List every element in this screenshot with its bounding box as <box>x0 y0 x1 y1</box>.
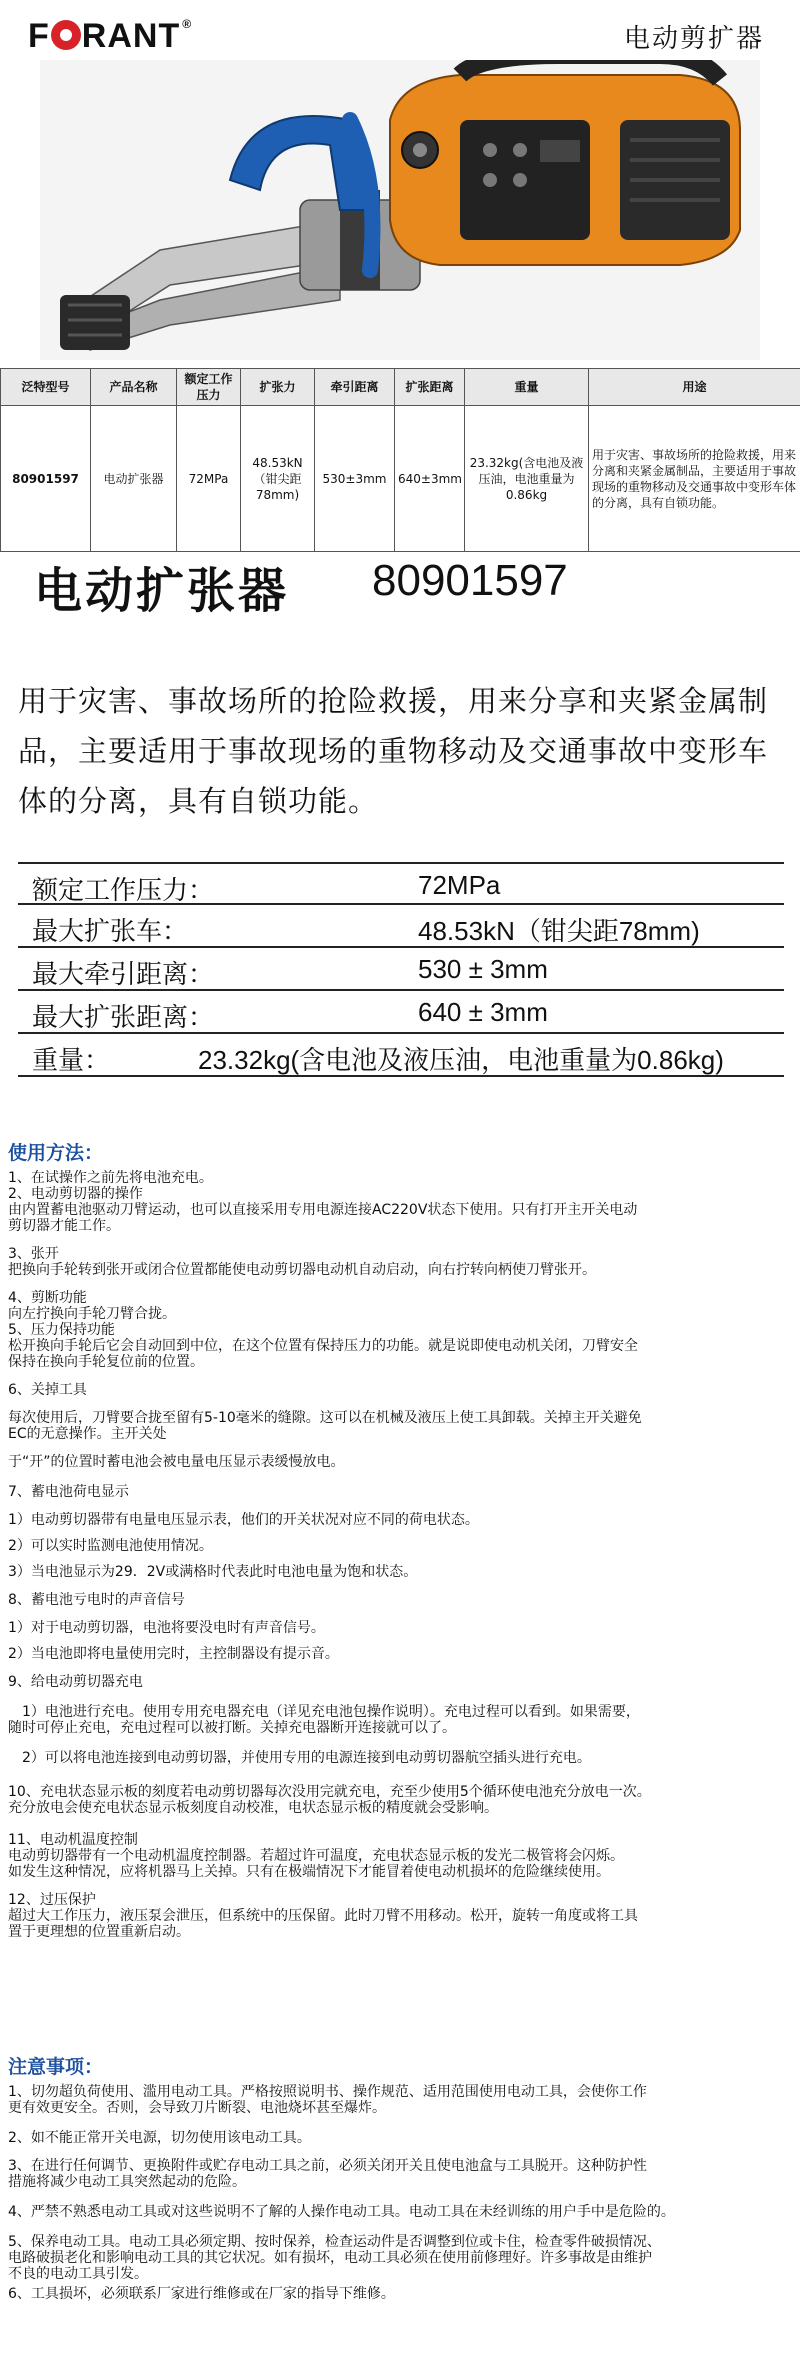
param-value: 640 ± 3mm <box>418 997 548 1027</box>
caution-line: 3、在进行任何调节、更换附件或贮存电动工具之前，必须关闭开关且使电池盒与工具脱开。这种防护性 <box>8 2158 647 2174</box>
usage-line: 充分放电会使充电状态显示板刻度自动校准，电状态显示板的精度就会受影响。 <box>8 1800 498 1816</box>
param-label: 额定工作压力： <box>32 876 215 906</box>
param-value: 48.53kN（钳尖距78mm) <box>418 916 700 946</box>
caution-line: 更有效更安全。否则，会导致刀片断裂、电池烧坏甚至爆炸。 <box>8 2100 386 2116</box>
usage-line: 1）电池进行充电。使用专用充电器充电（详见充电池包操作说明）。充电过程可以看到。如果需要， <box>22 1704 640 1720</box>
table-header-cell: 重量 <box>465 369 589 406</box>
table-header-cell: 牵引距离 <box>315 369 395 406</box>
cell-spread: 640±3mm <box>395 406 465 552</box>
usage-line: 置于更理想的位置重新启动。 <box>8 1924 190 1940</box>
spec-table <box>0 368 800 552</box>
param-row <box>18 862 784 905</box>
params-list <box>18 862 784 1077</box>
page-header-title: 电动剪扩器 <box>623 24 764 54</box>
table-header-cell: 泛特型号 <box>1 369 91 406</box>
param-row <box>18 1034 784 1077</box>
table-row <box>1 406 800 552</box>
usage-line: 8、蓄电池亏电时的声音信号 <box>8 1592 185 1608</box>
usage-line: 11、电动机温度控制 <box>8 1832 138 1848</box>
brand-logo <box>28 16 192 56</box>
caution-line: 1、切勿超负荷使用、滥用电动工具。严格按照说明书、操作规范、适用范围使用电动工具，会使你工作 <box>8 2084 647 2100</box>
cell-pressure: 72MPa <box>177 406 241 552</box>
brand-registered-mark: ® <box>182 16 193 31</box>
product-title: 电动扩张器 <box>34 563 290 619</box>
caution-line: 不良的电动工具引发。 <box>8 2266 148 2282</box>
brand-logo-o-mark <box>51 20 81 50</box>
param-label: 最大扩张距离： <box>32 1003 215 1033</box>
usage-line: 10、充电状态显示板的刻度若电动剪切器每次没用完就充电，充至少使用5个循环使电池充分放电一次。 <box>8 1784 651 1800</box>
caution-line: 2、如不能正常开关电源，切勿使用该电动工具。 <box>8 2130 311 2146</box>
caution-line: 电路破损老化和影响电动工具的其它状况。如有损坏，电动工具必须在使用前修理好。许多事故是由维护 <box>8 2250 652 2266</box>
usage-line: 12、过压保护 <box>8 1892 96 1908</box>
table-header-cell: 扩张力 <box>241 369 315 406</box>
table-header-cell: 用途 <box>589 369 800 406</box>
usage-line: 2）可以实时监测电池使用情况。 <box>8 1538 213 1554</box>
usage-line: 2）当电池即将电量使用完时，主控制器设有提示音。 <box>8 1646 339 1662</box>
usage-line: 于“开”的位置时蓄电池会被电量电压显示表缓慢放电。 <box>8 1454 345 1470</box>
usage-line: 3）当电池显示为29．2V或满格时代表此时电池电量为饱和状态。 <box>8 1564 418 1580</box>
usage-line: 把换向手轮转到张开或闭合位置都能使电动剪切器电动机自动启动，向右拧转向柄使刀臂张开。 <box>8 1262 596 1278</box>
product-photo <box>40 60 760 360</box>
usage-line: 9、给电动剪切器充电 <box>8 1674 143 1690</box>
usage-line: 剪切器才能工作。 <box>8 1218 120 1234</box>
usage-line: 2、电动剪切器的操作 <box>8 1186 143 1202</box>
usage-line: 1）电动剪切器带有电量电压显示表，他们的开关状况对应不同的荷电状态。 <box>8 1512 479 1528</box>
usage-line: 1、在试操作之前先将电池充电。 <box>8 1170 213 1186</box>
cell-model: 80901597 <box>1 406 91 552</box>
param-label: 最大扩张车： <box>32 917 189 947</box>
usage-line: 1）对于电动剪切器，电池将要没电时有声音信号。 <box>8 1620 325 1636</box>
param-value: 72MPa <box>418 870 501 900</box>
caution-section-title: 注意事项： <box>8 2056 104 2078</box>
usage-line: 6、关掉工具 <box>8 1382 87 1398</box>
caution-line: 5、保养电动工具。电动工具必须定期、按时保养，检查运动件是否调整到位或卡住，检查零件破损情况、 <box>8 2234 661 2250</box>
param-label: 重量： <box>32 1046 111 1076</box>
cell-pull: 530±3mm <box>315 406 395 552</box>
cell-weight: 23.32kg(含电池及液压油，电池重量为0.86kg <box>465 406 589 552</box>
usage-line: 3、张开 <box>8 1246 59 1262</box>
usage-line: 向左拧换向手轮刀臂合拢。 <box>8 1306 176 1322</box>
param-row <box>18 948 784 991</box>
usage-line: 保持在换向手轮复位前的位置。 <box>8 1354 204 1370</box>
cell-usage: 用于灾害、事故场所的抢险救援，用来分离和夹紧金属制品，主要适用于事故现场的重物移动及交通事故中变形车体的分离，具有自锁功能。 <box>589 406 800 552</box>
usage-line: 2）可以将电池连接到电动剪切器，并使用专用的电源连接到电动剪切器航空插头进行充电。 <box>22 1750 591 1766</box>
usage-line: EC的无意操作。主开关处 <box>8 1426 167 1442</box>
usage-line: 松开换向手轮后它会自动回到中位，在这个位置有保持压力的功能。就是说即使电动机关闭，刀臂安全 <box>8 1338 638 1354</box>
caution-line: 4、严禁不熟悉电动工具或对这些说明不了解的人操作电动工具。电动工具在未经训练的用户手中是危险的。 <box>8 2204 675 2220</box>
table-header-cell: 产品名称 <box>91 369 177 406</box>
usage-line: 电动剪切器带有一个电动机温度控制器。若超过许可温度，充电状态显示板的发光二极管将会闪烁。 <box>8 1848 624 1864</box>
usage-line: 由内置蓄电池驱动刀臂运动，也可以直接采用专用电源连接AC220V状态下使用。只有打开主开关电动 <box>8 1202 638 1218</box>
cell-force: 48.53kN（钳尖距78mm) <box>241 406 315 552</box>
param-row <box>18 905 784 948</box>
usage-line: 超过大工作压力，液压泵会泄压，但系统中的压保留。此时刀臂不用移动。松开，旋转一角度或将工具 <box>8 1908 638 1924</box>
param-label: 最大牵引距离： <box>32 960 215 990</box>
param-value: 23.32kg(含电池及液压油，电池重量为0.86kg) <box>198 1045 724 1075</box>
usage-line: 如发生这种情况，应将机器马上关掉。只有在极端情况下才能冒着使电动机损坏的危险继续使用。 <box>8 1864 610 1880</box>
product-model: 80901597 <box>372 556 568 605</box>
spec-table-header-row <box>1 369 800 406</box>
caution-line: 6、工具损坏，必须联系厂家进行维修或在厂家的指导下维修。 <box>8 2286 395 2302</box>
usage-section-title: 使用方法： <box>8 1142 104 1164</box>
cell-name: 电动扩张器 <box>91 406 177 552</box>
caution-line: 措施将减少电动工具突然起动的危险。 <box>8 2174 246 2190</box>
param-row <box>18 991 784 1034</box>
brand-logo-text: F RANT ® <box>28 16 193 55</box>
usage-line: 7、蓄电池荷电显示 <box>8 1484 129 1500</box>
param-value: 530 ± 3mm <box>418 954 548 984</box>
product-description: 用于灾害、事故场所的抢险救援，用来分享和夹紧金属制品，主要适用于事故现场的重物移动及交通事故中变形车体的分离，具有自锁功能。 <box>18 684 769 818</box>
usage-line: 每次使用后，刀臂要合拢至留有5-10毫米的缝隙。这可以在机械及液压上使工具卸载。关掉主开关避免 <box>8 1410 642 1426</box>
usage-line: 4、剪断功能 <box>8 1290 87 1306</box>
usage-line: 随时可停止充电，充电过程可以被打断。关掉充电器断开连接就可以了。 <box>8 1720 456 1736</box>
table-header-cell: 额定工作压力 <box>177 369 241 406</box>
usage-line: 5、压力保持功能 <box>8 1322 115 1338</box>
table-header-cell: 扩张距离 <box>395 369 465 406</box>
